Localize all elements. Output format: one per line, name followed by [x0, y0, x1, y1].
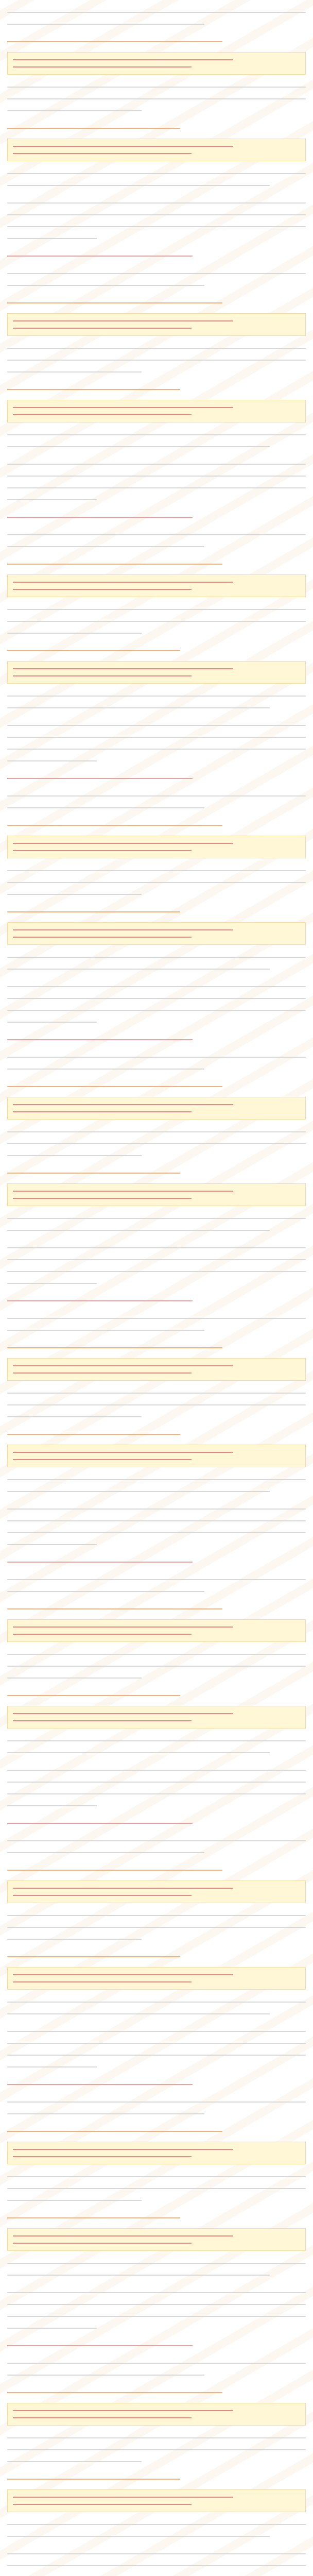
promo-banner[interactable] [7, 661, 306, 684]
text-line [7, 511, 306, 523]
text-line [7, 627, 306, 639]
text-line [7, 494, 306, 505]
article-paragraph [7, 1814, 306, 1832]
text-line [7, 1212, 306, 1224]
article-paragraph [7, 1077, 306, 1095]
text-line [7, 105, 306, 116]
text-line [7, 1764, 306, 1776]
promo-banner[interactable] [7, 313, 306, 336]
text-line [7, 888, 306, 900]
article-paragraph [7, 600, 306, 641]
text-line [7, 2182, 306, 2194]
article-paragraph [7, 1338, 306, 1356]
promo-banner[interactable] [7, 139, 306, 161]
text-line [7, 2286, 306, 2298]
article-paragraph [7, 1164, 306, 1181]
text-line [7, 482, 306, 494]
text-line [7, 1033, 306, 1045]
article-paragraph [7, 1761, 306, 1814]
text-line [7, 702, 306, 714]
text-line [7, 2269, 306, 2281]
text-line [7, 1648, 306, 1660]
article-paragraph [7, 555, 306, 572]
text-line [7, 1556, 306, 1568]
text-line [7, 719, 306, 731]
article-paragraph [7, 1292, 306, 1309]
text-line [7, 470, 306, 482]
promo-banner[interactable] [7, 2142, 306, 2164]
promo-banner[interactable] [7, 1097, 306, 1120]
text-line [7, 1527, 306, 1538]
text-line [7, 819, 306, 831]
text-line [7, 2357, 306, 2369]
text-line [7, 790, 306, 802]
text-line [7, 2548, 306, 2560]
article-paragraph [7, 426, 306, 455]
article-paragraph [7, 455, 306, 508]
text-line [7, 1996, 306, 2008]
text-line [7, 2444, 306, 2455]
text-line [7, 1538, 306, 1550]
text-line [7, 1672, 306, 1684]
article-paragraph [7, 787, 306, 816]
text-line [7, 980, 306, 992]
text-line [7, 1776, 306, 1788]
article-paragraph [7, 1123, 306, 1164]
text-line [7, 1387, 306, 1399]
article-paragraph [7, 2383, 306, 2401]
article-paragraph [7, 1906, 306, 1947]
article-paragraph [7, 1993, 306, 2022]
text-line [7, 1253, 306, 1265]
text-line [7, 1063, 306, 1075]
text-line [7, 440, 306, 452]
article-paragraph [7, 1732, 306, 1761]
article-paragraph [7, 508, 306, 526]
text-line [7, 2008, 306, 2020]
text-line [7, 342, 306, 354]
text-line [7, 1265, 306, 1277]
text-line [7, 197, 306, 209]
article-paragraph [7, 2470, 306, 2487]
text-line [7, 2310, 306, 2322]
text-line [7, 529, 306, 540]
text-line [7, 458, 306, 470]
text-line [7, 6, 306, 18]
promo-banner[interactable] [7, 1445, 306, 1467]
text-line [7, 1312, 306, 1324]
text-line [7, 2473, 306, 2485]
text-line [7, 865, 306, 876]
article-paragraph [7, 1570, 306, 1600]
promo-banner[interactable] [7, 1967, 306, 1990]
text-line [7, 1277, 306, 1289]
text-line [7, 2322, 306, 2334]
text-line [7, 1126, 306, 1138]
text-line [7, 297, 306, 309]
text-line [7, 1817, 306, 1829]
article-paragraph [7, 194, 306, 247]
article-paragraph [7, 1470, 306, 1500]
promo-banner[interactable] [7, 922, 306, 945]
text-line [7, 2125, 306, 2137]
text-line [7, 354, 306, 366]
promo-banner[interactable] [7, 2403, 306, 2426]
article-paragraph [7, 2093, 306, 2122]
text-line [7, 1735, 306, 1747]
text-line [7, 81, 306, 93]
promo-banner[interactable] [7, 836, 306, 858]
promo-banner[interactable] [7, 1619, 306, 1642]
article-paragraph [7, 769, 306, 787]
text-line [7, 1846, 306, 1858]
article-paragraph [7, 2515, 306, 2545]
article-paragraph [7, 1645, 306, 1686]
text-line [7, 690, 306, 702]
text-line [7, 603, 306, 615]
text-line [7, 755, 306, 767]
article-paragraph [7, 1209, 306, 1239]
text-line [7, 1515, 306, 1527]
article-paragraph [7, 948, 306, 977]
article-paragraph [7, 32, 306, 50]
article-paragraph [7, 164, 306, 194]
text-line [7, 1485, 306, 1497]
text-line [7, 1324, 306, 1336]
text-line [7, 772, 306, 784]
text-line [7, 2298, 306, 2310]
text-line [7, 209, 306, 221]
text-line [7, 279, 306, 291]
text-line [7, 250, 306, 262]
article-paragraph [7, 2429, 306, 2470]
text-line [7, 93, 306, 105]
promo-banner[interactable] [7, 2489, 306, 2512]
promo-banner[interactable] [7, 2228, 306, 2251]
text-line [7, 1138, 306, 1149]
text-line [7, 1951, 306, 1962]
text-line [7, 802, 306, 814]
text-line [7, 122, 306, 134]
text-line [7, 2171, 306, 2182]
text-line [7, 645, 306, 656]
article-paragraph [7, 1686, 306, 1704]
text-line [7, 2037, 306, 2049]
promo-banner[interactable] [7, 52, 306, 75]
text-line [7, 1800, 306, 1811]
article-paragraph [7, 2254, 306, 2283]
text-line [7, 1933, 306, 1945]
article-paragraph [7, 2122, 306, 2140]
article-paragraph [7, 1425, 306, 1443]
article-paragraph [7, 1861, 306, 1878]
text-line [7, 267, 306, 279]
text-line [7, 876, 306, 888]
article-paragraph [7, 247, 306, 264]
text-line [7, 558, 306, 570]
text-line [7, 2571, 306, 2576]
text-line [7, 1573, 306, 1585]
text-line [7, 1835, 306, 1846]
text-line [7, 383, 306, 395]
text-line [7, 1921, 306, 1933]
text-line [7, 2560, 306, 2571]
article-paragraph [7, 380, 306, 398]
text-line [7, 1747, 306, 1758]
text-line [7, 1080, 306, 1092]
text-line [7, 2386, 306, 2398]
text-line [7, 2078, 306, 2090]
text-line [7, 731, 306, 743]
article-paragraph [7, 816, 306, 834]
text-line [7, 963, 306, 975]
article-paragraph [7, 2283, 306, 2336]
article-paragraph [7, 2354, 306, 2383]
article-paragraph [7, 1030, 306, 1048]
text-line [7, 615, 306, 627]
text-line [7, 2025, 306, 2037]
text-line [7, 1603, 306, 1615]
article-paragraph [7, 119, 306, 137]
text-line [7, 2432, 306, 2444]
text-line [7, 2530, 306, 2542]
article-paragraph [7, 78, 306, 119]
text-line [7, 951, 306, 963]
text-line [7, 221, 306, 232]
text-line [7, 1167, 306, 1179]
text-line [7, 2257, 306, 2269]
text-line [7, 2194, 306, 2206]
article-paragraph [7, 861, 306, 903]
text-line [7, 1342, 306, 1353]
text-line [7, 1864, 306, 1876]
text-line [7, 1149, 306, 1161]
article-paragraph [7, 2545, 306, 2576]
text-line [7, 1004, 306, 1016]
article-paragraph [7, 1600, 306, 1617]
promo-banner[interactable] [7, 400, 306, 422]
article-paragraph [7, 1048, 306, 1077]
article-paragraph [7, 2167, 306, 2209]
article-paragraph [7, 641, 306, 659]
article-paragraph [7, 1832, 306, 1861]
text-line [7, 2096, 306, 2108]
text-line [7, 2518, 306, 2530]
text-line [7, 1473, 306, 1485]
text-line [7, 1411, 306, 1422]
article-paragraph [7, 1553, 306, 1570]
text-line [7, 1689, 306, 1701]
promo-banner[interactable] [7, 1880, 306, 1903]
promo-banner[interactable] [7, 1358, 306, 1381]
article-paragraph [7, 2075, 306, 2093]
text-line [7, 1788, 306, 1800]
text-line [7, 1503, 306, 1515]
text-line [7, 2212, 306, 2224]
article-paragraph [7, 1384, 306, 1425]
article-paragraph [7, 1239, 306, 1292]
text-line [7, 906, 306, 918]
text-line [7, 2455, 306, 2467]
article-paragraph [7, 1500, 306, 1553]
article-paragraph [7, 3, 306, 32]
text-line [7, 366, 306, 378]
article-paragraph [7, 339, 306, 380]
article-paragraph [7, 1947, 306, 1965]
text-line [7, 1224, 306, 1236]
text-line [7, 429, 306, 440]
article-paragraph [7, 264, 306, 294]
text-line [7, 1660, 306, 1672]
text-line [7, 1016, 306, 1028]
text-line [7, 2369, 306, 2381]
article-body [7, 3, 306, 2576]
text-line [7, 18, 306, 30]
text-line [7, 540, 306, 552]
article-paragraph [7, 526, 306, 555]
article-paragraph [7, 977, 306, 1030]
text-line [7, 1295, 306, 1307]
text-line [7, 1399, 306, 1411]
text-line [7, 36, 306, 47]
promo-banner[interactable] [7, 1706, 306, 1728]
text-line [7, 2340, 306, 2351]
article-paragraph [7, 2022, 306, 2075]
article-paragraph [7, 1309, 306, 1338]
text-line [7, 1051, 306, 1063]
text-line [7, 743, 306, 755]
article-paragraph [7, 294, 306, 311]
article-paragraph [7, 2336, 306, 2354]
text-line [7, 2108, 306, 2120]
text-line [7, 992, 306, 1004]
text-line [7, 1909, 306, 1921]
promo-banner[interactable] [7, 574, 306, 597]
article-paragraph [7, 687, 306, 716]
text-line [7, 179, 306, 191]
text-line [7, 1585, 306, 1597]
article-paragraph [7, 716, 306, 769]
text-line [7, 2049, 306, 2061]
text-line [7, 1428, 306, 1440]
promo-banner[interactable] [7, 1183, 306, 1206]
text-line [7, 1242, 306, 1253]
article-paragraph [7, 2209, 306, 2226]
text-line [7, 2061, 306, 2073]
text-line [7, 232, 306, 244]
text-line [7, 167, 306, 179]
article-paragraph [7, 903, 306, 920]
